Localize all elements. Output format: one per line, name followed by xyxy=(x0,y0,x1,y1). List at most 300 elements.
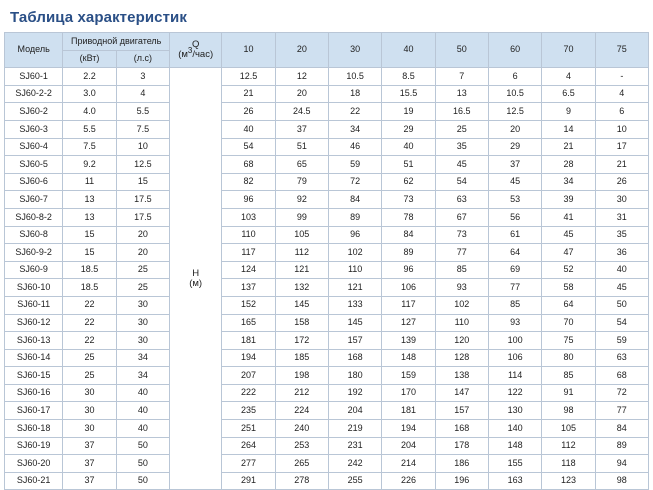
cell-motor-hp: 4 xyxy=(116,85,169,103)
cell-head-value: 105 xyxy=(542,420,595,438)
cell-head-value: 106 xyxy=(382,279,435,297)
cell-head-value: 14 xyxy=(542,120,595,138)
cell-head-value: 52 xyxy=(542,261,595,279)
cell-head-value: 96 xyxy=(222,191,275,209)
cell-head-value: 79 xyxy=(275,173,328,191)
cell-motor-hp: 12.5 xyxy=(116,156,169,174)
cell-head-value: 59 xyxy=(328,156,381,174)
cell-model: SJ60-12 xyxy=(5,314,63,332)
cell-model: SJ60-1 xyxy=(5,68,63,86)
header-flow-10: 10 xyxy=(222,33,275,68)
cell-head-value: 51 xyxy=(382,156,435,174)
header-motor-hp: (л.с) xyxy=(116,50,169,68)
cell-model: SJ60-20 xyxy=(5,455,63,473)
cell-head-value: 152 xyxy=(222,296,275,314)
cell-head-value: 6.5 xyxy=(542,85,595,103)
cell-head-value: 147 xyxy=(435,384,488,402)
cell-head-value: 212 xyxy=(275,384,328,402)
cell-head-value: 29 xyxy=(488,138,541,156)
cell-model: SJ60-15 xyxy=(5,367,63,385)
cell-head-value: 58 xyxy=(542,279,595,297)
cell-head-value: 224 xyxy=(275,402,328,420)
cell-head-label xyxy=(170,68,222,490)
cell-head-value: 30 xyxy=(595,191,648,209)
cell-head-value: 192 xyxy=(328,384,381,402)
cell-head-value: 46 xyxy=(328,138,381,156)
cell-head-value: 92 xyxy=(275,191,328,209)
cell-head-value: 54 xyxy=(435,173,488,191)
header-flow-70: 70 xyxy=(542,33,595,68)
cell-head-value: 45 xyxy=(542,226,595,244)
cell-head-value: 121 xyxy=(328,279,381,297)
cell-head-value: 105 xyxy=(275,226,328,244)
table-row xyxy=(5,68,649,86)
cell-head-value: 137 xyxy=(222,279,275,297)
cell-head-value: 62 xyxy=(382,173,435,191)
cell-head-value: 168 xyxy=(328,349,381,367)
cell-motor-kw: 37 xyxy=(63,437,116,455)
cell-head-value: 77 xyxy=(435,244,488,262)
cell-head-value: 37 xyxy=(275,120,328,138)
cell-head-value: 140 xyxy=(488,420,541,438)
table-row xyxy=(5,455,649,473)
cell-head-value: 240 xyxy=(275,420,328,438)
cell-head-value: 138 xyxy=(435,367,488,385)
cell-head-value: 50 xyxy=(595,296,648,314)
cell-motor-kw: 15 xyxy=(63,244,116,262)
cell-motor-hp: 40 xyxy=(116,420,169,438)
cell-head-value: 194 xyxy=(222,349,275,367)
cell-head-value: 34 xyxy=(542,173,595,191)
header-flow-40: 40 xyxy=(382,33,435,68)
cell-motor-hp: 10 xyxy=(116,138,169,156)
cell-head-value: 172 xyxy=(275,332,328,350)
cell-head-value: 41 xyxy=(542,208,595,226)
cell-head-value: 12 xyxy=(275,68,328,86)
table-row xyxy=(5,472,649,490)
cell-head-value: 98 xyxy=(542,402,595,420)
cell-head-value: - xyxy=(595,68,648,86)
cell-motor-kw: 30 xyxy=(63,384,116,402)
cell-head-value: 35 xyxy=(435,138,488,156)
cell-head-value: 61 xyxy=(488,226,541,244)
cell-head-value: 85 xyxy=(435,261,488,279)
cell-head-value: 34 xyxy=(328,120,381,138)
cell-model: SJ60-16 xyxy=(5,384,63,402)
cell-head-value: 13 xyxy=(435,85,488,103)
cell-motor-hp: 30 xyxy=(116,332,169,350)
header-flow-50: 50 xyxy=(435,33,488,68)
cell-motor-kw: 11 xyxy=(63,173,116,191)
cell-motor-kw: 13 xyxy=(63,191,116,209)
cell-head-value: 85 xyxy=(488,296,541,314)
cell-model: SJ60-5 xyxy=(5,156,63,174)
cell-head-value: 24.5 xyxy=(275,103,328,121)
cell-model: SJ60-11 xyxy=(5,296,63,314)
cell-head-value: 77 xyxy=(595,402,648,420)
cell-head-value: 89 xyxy=(382,244,435,262)
cell-head-value: 22 xyxy=(328,103,381,121)
cell-head-value: 47 xyxy=(542,244,595,262)
cell-head-value: 118 xyxy=(542,455,595,473)
cell-model: SJ60-18 xyxy=(5,420,63,438)
cell-head-value: 196 xyxy=(435,472,488,490)
cell-head-value: 4 xyxy=(595,85,648,103)
cell-head-value: 207 xyxy=(222,367,275,385)
cell-head-value: 145 xyxy=(328,314,381,332)
cell-head-value: 89 xyxy=(595,437,648,455)
cell-head-value: 106 xyxy=(488,349,541,367)
cell-head-value: 204 xyxy=(328,402,381,420)
cell-head-value: 163 xyxy=(488,472,541,490)
cell-head-value: 67 xyxy=(435,208,488,226)
cell-head-value: 133 xyxy=(328,296,381,314)
header-flow-30: 30 xyxy=(328,33,381,68)
cell-head-value: 4 xyxy=(542,68,595,86)
cell-model: SJ60-17 xyxy=(5,402,63,420)
table-row xyxy=(5,226,649,244)
cell-head-value: 72 xyxy=(595,384,648,402)
page-title: Таблица характеристик xyxy=(10,9,187,26)
cell-head-value: 40 xyxy=(382,138,435,156)
cell-head-value: 68 xyxy=(222,156,275,174)
table-row xyxy=(5,156,649,174)
cell-head-value: 77 xyxy=(488,279,541,297)
cell-motor-kw: 9.2 xyxy=(63,156,116,174)
cell-head-value: 110 xyxy=(328,261,381,279)
header-q xyxy=(170,33,222,68)
table-header xyxy=(5,33,649,68)
cell-motor-kw: 22 xyxy=(63,332,116,350)
cell-motor-kw: 18.5 xyxy=(63,261,116,279)
cell-head-value: 178 xyxy=(435,437,488,455)
cell-head-value: 73 xyxy=(435,226,488,244)
cell-head-value: 93 xyxy=(435,279,488,297)
cell-head-value: 100 xyxy=(488,332,541,350)
cell-motor-kw: 25 xyxy=(63,349,116,367)
cell-head-value: 185 xyxy=(275,349,328,367)
cell-head-value: 25 xyxy=(435,120,488,138)
cell-motor-hp: 15 xyxy=(116,173,169,191)
cell-motor-hp: 34 xyxy=(116,367,169,385)
cell-head-value: 219 xyxy=(328,420,381,438)
cell-motor-hp: 50 xyxy=(116,437,169,455)
cell-head-value: 235 xyxy=(222,402,275,420)
cell-motor-hp: 25 xyxy=(116,261,169,279)
cell-head-value: 127 xyxy=(382,314,435,332)
cell-head-value: 17 xyxy=(595,138,648,156)
cell-head-value: 85 xyxy=(542,367,595,385)
cell-head-value: 255 xyxy=(328,472,381,490)
cell-model: SJ60-9 xyxy=(5,261,63,279)
cell-motor-hp: 50 xyxy=(116,472,169,490)
cell-head-value: 194 xyxy=(382,420,435,438)
specifications-table xyxy=(4,32,649,490)
cell-motor-hp: 17.5 xyxy=(116,191,169,209)
cell-head-value: 54 xyxy=(222,138,275,156)
cell-head-value: 93 xyxy=(488,314,541,332)
cell-head-value: 145 xyxy=(275,296,328,314)
cell-model: SJ60-7 xyxy=(5,191,63,209)
cell-model: SJ60-2-2 xyxy=(5,85,63,103)
cell-motor-kw: 4.0 xyxy=(63,103,116,121)
cell-motor-kw: 7.5 xyxy=(63,138,116,156)
cell-head-value: 112 xyxy=(275,244,328,262)
cell-head-value: 102 xyxy=(328,244,381,262)
cell-head-value: 96 xyxy=(328,226,381,244)
cell-head-value: 84 xyxy=(382,226,435,244)
cell-motor-hp: 50 xyxy=(116,455,169,473)
cell-head-value: 80 xyxy=(542,349,595,367)
cell-head-value: 96 xyxy=(382,261,435,279)
cell-motor-kw: 30 xyxy=(63,402,116,420)
cell-head-value: 78 xyxy=(382,208,435,226)
table-row xyxy=(5,173,649,191)
head-units: (м) xyxy=(189,277,203,289)
cell-head-value: 198 xyxy=(275,367,328,385)
cell-head-value: 56 xyxy=(488,208,541,226)
cell-head-value: 29 xyxy=(382,120,435,138)
cell-motor-hp: 40 xyxy=(116,402,169,420)
cell-motor-kw: 30 xyxy=(63,420,116,438)
cell-head-value: 45 xyxy=(595,279,648,297)
cell-model: SJ60-19 xyxy=(5,437,63,455)
cell-motor-kw: 22 xyxy=(63,314,116,332)
table-row xyxy=(5,349,649,367)
cell-head-value: 264 xyxy=(222,437,275,455)
cell-model: SJ60-14 xyxy=(5,349,63,367)
cell-head-value: 139 xyxy=(382,332,435,350)
cell-head-value: 242 xyxy=(328,455,381,473)
cell-head-value: 120 xyxy=(435,332,488,350)
table-row xyxy=(5,437,649,455)
header-flow-60: 60 xyxy=(488,33,541,68)
table-row xyxy=(5,191,649,209)
header-q-units: $(м^3/час)$ xyxy=(178,45,214,61)
cell-head-value: 10 xyxy=(595,120,648,138)
cell-model: SJ60-8-2 xyxy=(5,208,63,226)
cell-head-value: 122 xyxy=(488,384,541,402)
cell-head-value: 26 xyxy=(595,173,648,191)
cell-motor-kw: 3.0 xyxy=(63,85,116,103)
cell-head-value: 251 xyxy=(222,420,275,438)
cell-head-value: 20 xyxy=(488,120,541,138)
cell-head-value: 148 xyxy=(488,437,541,455)
cell-head-value: 75 xyxy=(542,332,595,350)
cell-head-value: 64 xyxy=(488,244,541,262)
cell-head-value: 16.5 xyxy=(435,103,488,121)
cell-head-value: 180 xyxy=(328,367,381,385)
cell-head-value: 204 xyxy=(382,437,435,455)
cell-motor-hp: 5.5 xyxy=(116,103,169,121)
cell-motor-kw: 5.5 xyxy=(63,120,116,138)
cell-head-value: 69 xyxy=(488,261,541,279)
cell-head-value: 63 xyxy=(595,349,648,367)
cell-head-value: 51 xyxy=(275,138,328,156)
cell-head-value: 63 xyxy=(435,191,488,209)
header-q-label: Q xyxy=(191,39,200,51)
cell-model: SJ60-6 xyxy=(5,173,63,191)
cell-head-value: 82 xyxy=(222,173,275,191)
cell-head-value: 59 xyxy=(595,332,648,350)
cell-head-value: 181 xyxy=(382,402,435,420)
cell-head-value: 84 xyxy=(328,191,381,209)
cell-model: SJ60-10 xyxy=(5,279,63,297)
cell-head-value: 112 xyxy=(542,437,595,455)
cell-head-value: 31 xyxy=(595,208,648,226)
table-row xyxy=(5,120,649,138)
head-symbol: Н xyxy=(192,267,200,279)
cell-head-value: 40 xyxy=(595,261,648,279)
cell-head-value: 20 xyxy=(275,85,328,103)
cell-head-value: 170 xyxy=(382,384,435,402)
cell-head-value: 110 xyxy=(435,314,488,332)
cell-head-value: 117 xyxy=(222,244,275,262)
cell-model: SJ60-2 xyxy=(5,103,63,121)
header-motor-group: Приводной двигатель xyxy=(63,33,170,51)
cell-motor-kw: 15 xyxy=(63,226,116,244)
table-row xyxy=(5,314,649,332)
table-row xyxy=(5,384,649,402)
table-row xyxy=(5,402,649,420)
cell-head-value: 130 xyxy=(488,402,541,420)
cell-head-value: 65 xyxy=(275,156,328,174)
cell-motor-hp: 20 xyxy=(116,226,169,244)
cell-model: SJ60-4 xyxy=(5,138,63,156)
cell-head-value: 26 xyxy=(222,103,275,121)
cell-motor-hp: 30 xyxy=(116,314,169,332)
cell-head-value: 291 xyxy=(222,472,275,490)
cell-head-value: 103 xyxy=(222,208,275,226)
cell-head-value: 222 xyxy=(222,384,275,402)
cell-head-value: 73 xyxy=(382,191,435,209)
cell-head-value: 10.5 xyxy=(328,68,381,86)
cell-motor-kw: 18.5 xyxy=(63,279,116,297)
cell-head-value: 45 xyxy=(435,156,488,174)
cell-motor-kw: 2.2 xyxy=(63,68,116,86)
cell-head-value: 253 xyxy=(275,437,328,455)
cell-head-value: 123 xyxy=(542,472,595,490)
cell-head-value: 89 xyxy=(328,208,381,226)
cell-model: SJ60-9-2 xyxy=(5,244,63,262)
cell-head-value: 37 xyxy=(488,156,541,174)
cell-motor-hp: 40 xyxy=(116,384,169,402)
cell-head-value: 181 xyxy=(222,332,275,350)
cell-head-value: 99 xyxy=(275,208,328,226)
cell-head-value: 278 xyxy=(275,472,328,490)
table-row xyxy=(5,103,649,121)
cell-motor-kw: 37 xyxy=(63,455,116,473)
cell-head-value: 53 xyxy=(488,191,541,209)
cell-head-value: 159 xyxy=(382,367,435,385)
cell-model: SJ60-8 xyxy=(5,226,63,244)
cell-head-value: 12.5 xyxy=(488,103,541,121)
cell-model: SJ60-13 xyxy=(5,332,63,350)
cell-head-value: 7 xyxy=(435,68,488,86)
cell-head-value: 124 xyxy=(222,261,275,279)
cell-head-value: 132 xyxy=(275,279,328,297)
header-model: Модель xyxy=(5,33,63,68)
header-row-1 xyxy=(5,33,649,51)
cell-motor-hp: 20 xyxy=(116,244,169,262)
cell-head-value: 8.5 xyxy=(382,68,435,86)
cell-head-value: 91 xyxy=(542,384,595,402)
cell-motor-hp: 7.5 xyxy=(116,120,169,138)
cell-head-value: 231 xyxy=(328,437,381,455)
cell-head-value: 214 xyxy=(382,455,435,473)
cell-head-value: 128 xyxy=(435,349,488,367)
cell-head-value: 64 xyxy=(542,296,595,314)
cell-head-value: 21 xyxy=(595,156,648,174)
cell-head-value: 21 xyxy=(222,85,275,103)
cell-head-value: 19 xyxy=(382,103,435,121)
cell-motor-hp: 30 xyxy=(116,296,169,314)
table-row xyxy=(5,279,649,297)
cell-head-value: 21 xyxy=(542,138,595,156)
cell-head-value: 121 xyxy=(275,261,328,279)
cell-head-value: 15.5 xyxy=(382,85,435,103)
cell-head-value: 155 xyxy=(488,455,541,473)
table-row xyxy=(5,138,649,156)
cell-head-value: 94 xyxy=(595,455,648,473)
cell-head-value: 277 xyxy=(222,455,275,473)
cell-head-value: 35 xyxy=(595,226,648,244)
table-row xyxy=(5,244,649,262)
table-row xyxy=(5,332,649,350)
cell-head-value: 70 xyxy=(542,314,595,332)
cell-motor-hp: 17.5 xyxy=(116,208,169,226)
cell-head-value: 10.5 xyxy=(488,85,541,103)
cell-model: SJ60-21 xyxy=(5,472,63,490)
cell-head-value: 72 xyxy=(328,173,381,191)
cell-head-value: 148 xyxy=(382,349,435,367)
cell-head-value: 226 xyxy=(382,472,435,490)
cell-head-value: 157 xyxy=(435,402,488,420)
cell-motor-hp: 25 xyxy=(116,279,169,297)
cell-head-value: 36 xyxy=(595,244,648,262)
cell-head-value: 186 xyxy=(435,455,488,473)
header-flow-75: 75 xyxy=(595,33,648,68)
cell-head-value: 84 xyxy=(595,420,648,438)
cell-head-value: 45 xyxy=(488,173,541,191)
cell-head-value: 40 xyxy=(222,120,275,138)
cell-model: SJ60-3 xyxy=(5,120,63,138)
cell-motor-kw: 25 xyxy=(63,367,116,385)
header-flow-20: 20 xyxy=(275,33,328,68)
table-row xyxy=(5,261,649,279)
cell-head-value: 117 xyxy=(382,296,435,314)
cell-head-value: 165 xyxy=(222,314,275,332)
cell-motor-hp: 3 xyxy=(116,68,169,86)
cell-head-value: 265 xyxy=(275,455,328,473)
table-row xyxy=(5,367,649,385)
table-row xyxy=(5,296,649,314)
cell-motor-kw: 37 xyxy=(63,472,116,490)
cell-head-value: 9 xyxy=(542,103,595,121)
cell-head-value: 39 xyxy=(542,191,595,209)
cell-head-value: 102 xyxy=(435,296,488,314)
table-body xyxy=(5,68,649,490)
header-motor-kw: (кВт) xyxy=(63,50,116,68)
cell-motor-hp: 34 xyxy=(116,349,169,367)
cell-head-value: 54 xyxy=(595,314,648,332)
cell-head-value: 68 xyxy=(595,367,648,385)
cell-head-value: 168 xyxy=(435,420,488,438)
cell-head-value: 18 xyxy=(328,85,381,103)
cell-head-value: 158 xyxy=(275,314,328,332)
cell-motor-kw: 13 xyxy=(63,208,116,226)
table-row xyxy=(5,420,649,438)
